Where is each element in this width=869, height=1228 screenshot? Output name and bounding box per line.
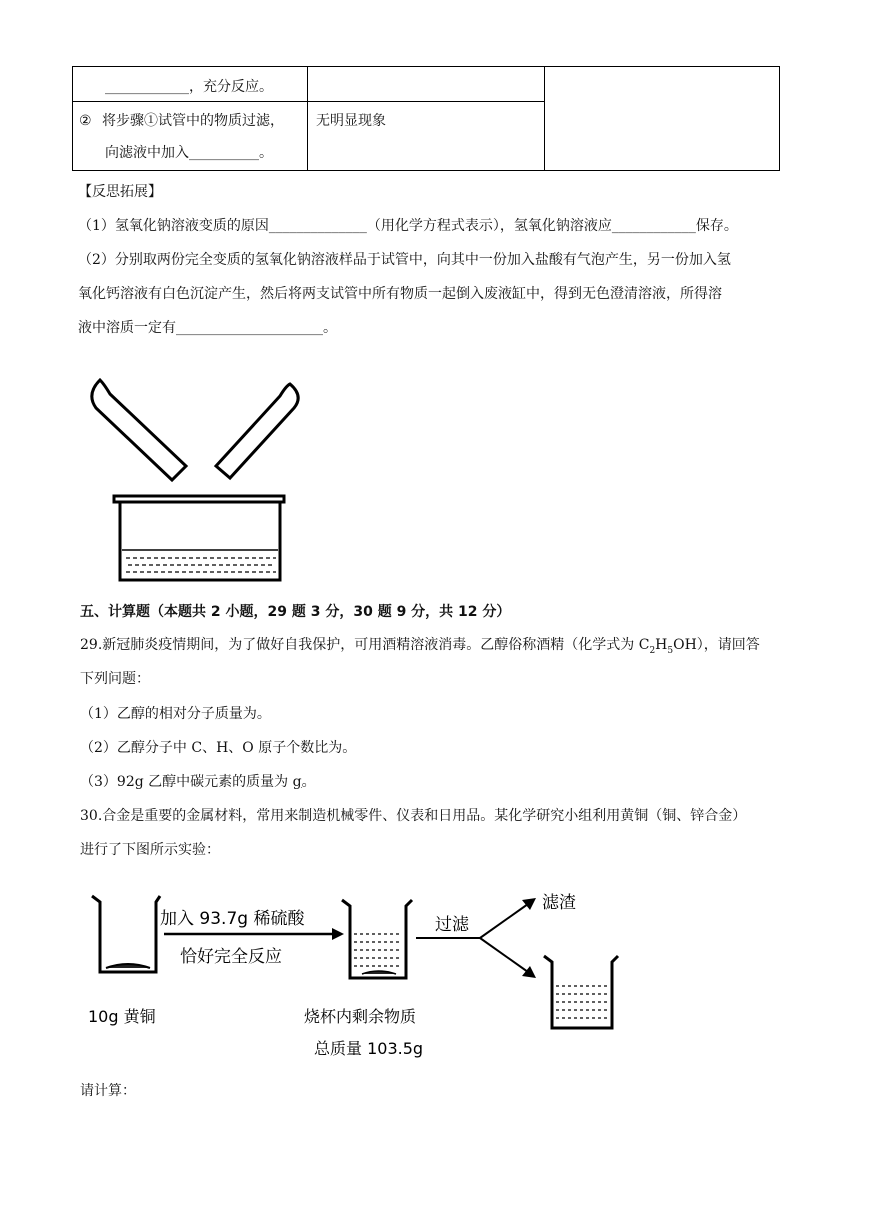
remaining-label: 烧杯内剩余物质 (304, 1007, 417, 1026)
q29-part3 (80, 771, 316, 791)
calc-prompt: 请计算： (80, 1083, 136, 1099)
section5-heading: 五、计算题（本题共 2 小题，29 题 3 分，30 题 9 分，共 12 分） (80, 604, 511, 620)
table-cell (308, 67, 545, 102)
reflection-q2-line1: （2）分别取两份完全变质的氢氧化钠溶液样品于试管中，向其中一份加入盐酸有气泡产生，另一份加入氢 (78, 252, 731, 268)
residue-label: 滤渣 (542, 893, 576, 913)
reflection-q2-line2: 氧化钙溶液有白色沉淀产生，然后将两支试管中所有物质一起倒入废液缸中，得到无色澄清溶液，所得溶 (78, 286, 722, 302)
arrow-add-acid (164, 928, 344, 940)
waste-tank-diagram (80, 372, 320, 587)
brass-label: 10g 黄铜 (88, 1007, 156, 1026)
table-row1-text: ____________，充分反应。 (105, 79, 273, 95)
filter-label: 过滤 (435, 915, 469, 935)
step-number: ② (79, 113, 92, 129)
beaker-filtrate (544, 956, 618, 1028)
q29-text-post: OH），请回答 (673, 637, 760, 653)
q30-line1: 30.合金是重要的金属材料，常用来制造机械零件、仪表和日用品。某化学研究小组利用黄铜（铜、锌合金） (80, 808, 747, 824)
test-tube-right (216, 384, 298, 478)
table-cell (73, 102, 308, 171)
q29-line2: 下列问题： (80, 671, 150, 687)
table-row2-text2: 向滤液中加入__________。 (105, 145, 273, 161)
q29-part1: （1）乙醇的相对分子质量为。 (80, 706, 271, 722)
q29-part3-post: 。 (301, 774, 316, 790)
q29-subscript-2: 5 (667, 645, 674, 656)
q29-subscript-1: 2 (649, 645, 656, 656)
q29-line1 (80, 634, 760, 656)
brass-experiment-diagram (80, 876, 640, 1066)
q29-text-mid: H (655, 637, 668, 653)
table-row2-text: 将步骤①试管中的物质过滤， (102, 113, 285, 129)
observation-text: 无明显现象 (316, 113, 386, 129)
reflection-q2-line3: 液中溶质一定有_____________________。 (78, 320, 337, 336)
q30-line2: 进行了下图所示实验： (80, 842, 220, 858)
q29-part3-pre: （3）92g 乙醇中碳元素的质量为 (80, 774, 293, 790)
q29-part3-unit: g (292, 774, 302, 790)
total-mass-label: 总质量 103.5g (314, 1039, 424, 1058)
reflection-heading: 【反思拓展】 (78, 184, 162, 200)
reflection-q1: （1）氢氧化钠溶液变质的原因______________（用化学方程式表示），氢氧化钠溶液应____________保存。 (78, 218, 738, 234)
table-cell (308, 102, 545, 171)
beaker-brass (92, 896, 160, 972)
waste-container (114, 496, 284, 580)
arrow-filter (416, 898, 536, 978)
q29-part2: （2）乙醇分子中 C、H、O 原子个数比为。 (80, 740, 357, 756)
table-cell (73, 67, 308, 102)
beaker-mixture (342, 900, 412, 978)
experiment-table (72, 66, 780, 171)
add-acid-label: 加入 93.7g 稀硫酸 (160, 909, 305, 929)
table-cell (545, 67, 780, 171)
q29-text-pre: 29.新冠肺炎疫情期间，为了做好自我保护，可用酒精溶液消毒。乙醇俗称酒精（化学式为 C (80, 637, 650, 653)
test-tube-left (92, 380, 186, 480)
react-label: 恰好完全反应 (180, 947, 282, 967)
